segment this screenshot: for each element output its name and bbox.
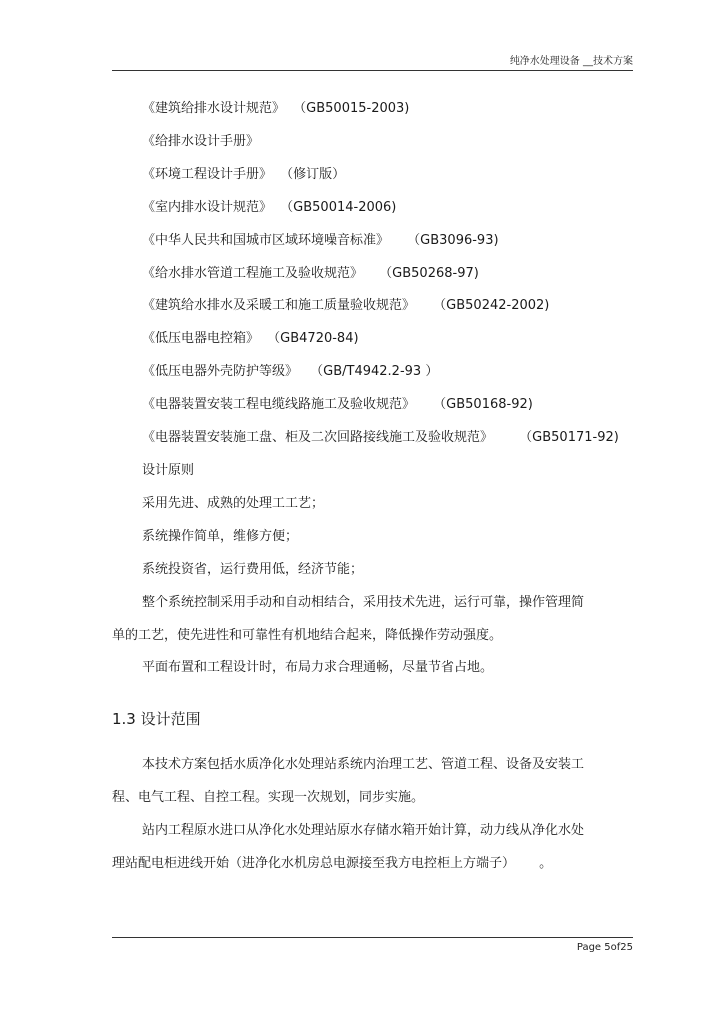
reference-item (142, 233, 499, 249)
paragraph-line: 平面布置和工程设计时，布局力求合理通畅，尽量节省占地。 (142, 660, 494, 675)
reference-item (142, 364, 438, 380)
section-heading: 1.3 设计范围 (112, 710, 201, 728)
reference-title: 《建筑给水排水及采暖工和施工质量验收规范》 (142, 298, 416, 313)
paragraph-line: 程、电气工程、自控工程。实现一次规划，同步实施。 (112, 790, 425, 805)
reference-title: 《低压电器外壳防护等级》 (142, 364, 299, 379)
paragraph-line: 整个系统控制采用手动和自动相结合，采用技术先进，运行可靠，操作管理简 (142, 595, 585, 610)
reference-title: 《电器装置安装工程电缆线路施工及验收规范》 (142, 397, 416, 412)
reference-item (142, 298, 549, 314)
header-rule (112, 70, 633, 71)
principle-item: 采用先进、成熟的处理工工艺； (142, 496, 325, 511)
reference-code: （GB/T4942.2-93 ） (310, 364, 439, 379)
principle-item: 系统操作简单，维修方便； (142, 529, 299, 544)
reference-code: （GB50014-2006) (280, 200, 397, 215)
paragraph-line: 本技术方案包括水质净化水处理站系统内治理工艺、管道工程、设备及安装工 (142, 757, 585, 772)
reference-title: 《低压电器电控箱》 (142, 331, 260, 346)
paragraph-line: 站内工程原水进口从净化水处理站原水存储水箱开始计算，动力线从净化水处 (142, 823, 585, 838)
reference-item (142, 200, 396, 216)
reference-item (142, 397, 533, 413)
reference-code: （GB3096-93) (407, 233, 499, 248)
reference-code: （GB4720-84) (267, 331, 359, 346)
reference-title: 《给排水设计手册》 (142, 134, 260, 149)
reference-item (142, 266, 479, 282)
reference-title: 《电器装置安装施工盘、柜及二次回路接线施工及验收规范》 (142, 430, 494, 445)
reference-code: （GB50268-97) (379, 266, 479, 281)
paragraph-text: 理站配电柜进线开始（进净化水机房总电源接至我方电控柜上方端子） (112, 856, 516, 871)
reference-item (142, 101, 409, 117)
paragraph-line (112, 856, 552, 872)
reference-title: 《给水排水管道工程施工及验收规范》 (142, 266, 364, 281)
reference-title: 《中华人民共和国城市区域环境噪音标准》 (142, 233, 390, 248)
reference-code: （GB50168-92) (433, 397, 533, 412)
reference-code: （修订版） (280, 167, 346, 182)
reference-title: 《建筑给排水设计规范》 (142, 101, 286, 116)
page-header: 纯净水处理设备 __技术方案 (509, 56, 633, 67)
principles-heading: 设计原则 (142, 463, 195, 478)
footer-rule (112, 937, 633, 938)
page-number: Page 5of25 (576, 942, 633, 953)
reference-code: （GB50015-2003) (293, 101, 410, 116)
reference-code: （GB50171-92) (519, 430, 619, 445)
paragraph-line: 单的工艺，使先进性和可靠性有机地结合起来，降低操作劳动强度。 (112, 628, 503, 643)
reference-title: 《环境工程设计手册》 (142, 167, 273, 182)
principle-item: 系统投资省，运行费用低，经济节能； (142, 562, 364, 577)
reference-code: （GB50242-2002) (433, 298, 550, 313)
reference-item (142, 331, 359, 347)
reference-item (142, 134, 259, 150)
paragraph-tail: 。 (539, 856, 553, 871)
reference-item (142, 430, 619, 446)
reference-title: 《室内排水设计规范》 (142, 200, 273, 215)
reference-item (142, 167, 345, 183)
